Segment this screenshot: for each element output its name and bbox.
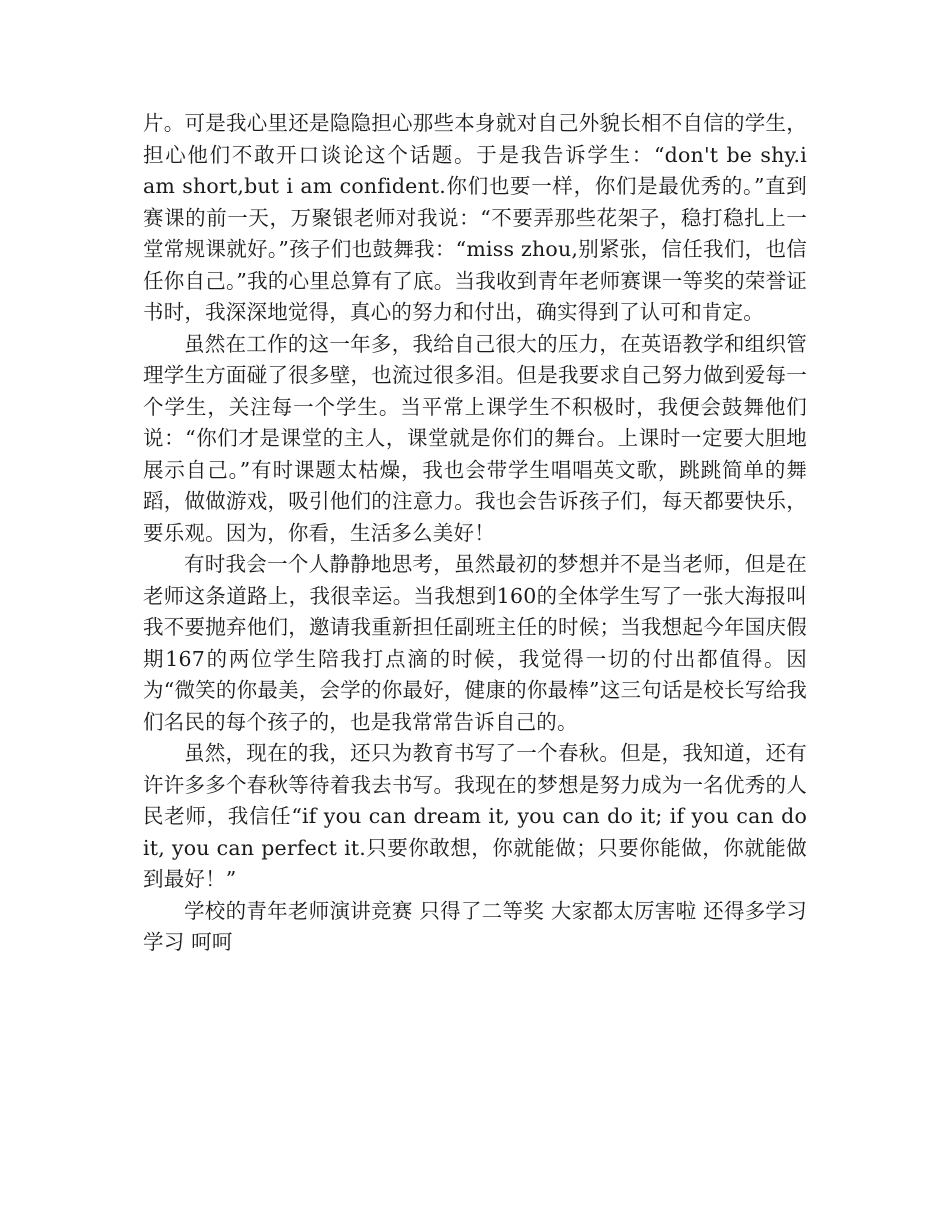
document-body xyxy=(143,108,807,959)
paragraph-4: 虽然，现在的我，还只为教育书写了一个春秋。但是，我知道，还有许许多多个春秋等待着我去书写。我现在的梦想是努力成为一名优秀的人民老师，我信任“if you can dream it, you can do it; if you can do it, you can perfect it.只要你敢想，你就能做；只要你能做，你就能做到最好！” xyxy=(143,741,807,891)
paragraph-1: 片。可是我心里还是隐隐担心那些本身就对自己外貌长相不自信的学生，担心他们不敢开口谈论这个话题。于是我告诉学生：“don't be shy.i am short,but i am confident.你们也要一样，你们是最优秀的。”直到赛课的前一天，万聚银老师对我说：“不要弄那些花架子，稳打稳扎上一堂常规课就好。”孩子们也鼓舞我：“miss zhou,别紧张，信任我们，也信任你自己。”我的心里总算有了底。当我收到青年老师赛课一等奖的荣誉证书时，我深深地觉得，真心的努力和付出，确实得到了认可和肯定。 xyxy=(143,111,807,324)
paragraph-5: 学校的青年老师演讲竞赛 只得了二等奖 大家都太厉害啦 还得多学习学习 呵呵 xyxy=(143,898,807,954)
paragraph-3: 有时我会一个人静静地思考，虽然最初的梦想并不是当老师，但是在老师这条道路上，我很幸运。当我想到160的全体学生写了一张大海报叫我不要抛弃他们，邀请我重新担任副班主任的时候；当我想起今年国庆假期167的两位学生陪我打点滴的时候，我觉得一切的付出都值得。因为“微笑的你最美，会学的你最好，健康的你最棒”这三句话是校长写给我们名民的每个孩子的，也是我常常告诉自己的。 xyxy=(143,552,807,734)
paragraph-2: 虽然在工作的这一年多，我给自己很大的压力，在英语教学和组织管理学生方面碰了很多壁，也流过很多泪。但是我要求自己努力做到爱每一个学生，关注每一个学生。当平常上课学生不积极时，我便会鼓舞他们说：“你们才是课堂的主人，课堂就是你们的舞台。上课时一定要大胆地展示自己。”有时课题太枯燥，我也会带学生唱唱英文歌，跳跳简单的舞蹈，做做游戏，吸引他们的注意力。我也会告诉孩子们，每天都要快乐，要乐观。因为，你看，生活多么美好！ xyxy=(143,331,807,545)
